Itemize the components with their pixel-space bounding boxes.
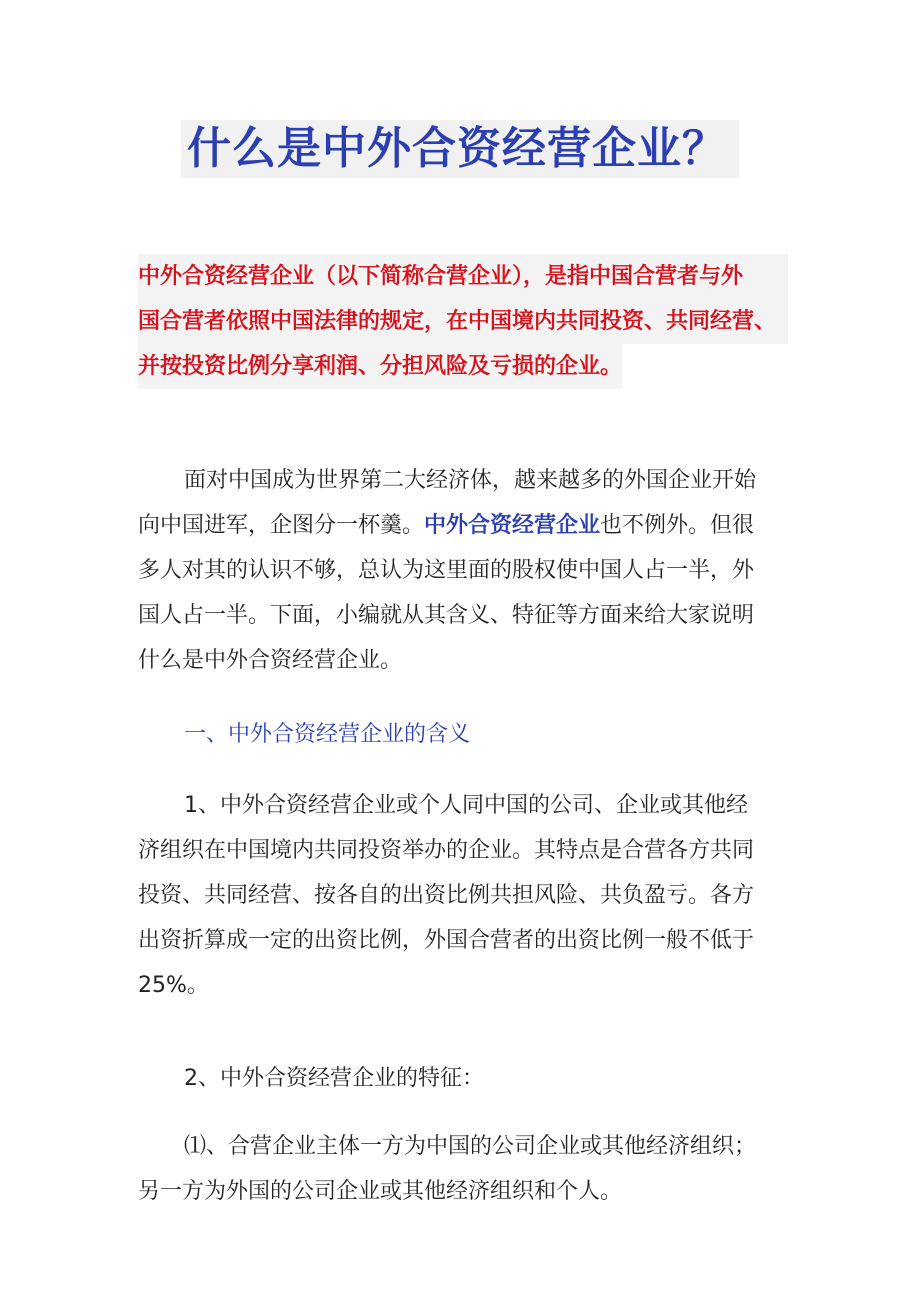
intro-line: 多人对其的认识不够，总认为这里面的股权使中国人占一半，外 bbox=[138, 558, 755, 583]
item1-paragraph bbox=[138, 783, 788, 1008]
intro-text: 也不例外。但很 bbox=[600, 513, 755, 538]
item1-line: 1、中外合资经营企业或个人同中国的公司、企业或其他经 bbox=[184, 793, 748, 818]
intro-line: 国人占一半。下面，小编就从其含义、特征等方面来给大家说明 bbox=[138, 603, 755, 628]
lead-line: 并按投资比例分享利润、分担风险及亏损的企业。 bbox=[138, 344, 622, 389]
item1-line: 25%。 bbox=[138, 973, 209, 998]
sub1-line: 另一方为外国的公司企业或其他经济组织和个人。 bbox=[138, 1179, 623, 1204]
item2-line: 2、中外合资经营企业的特征： bbox=[184, 1066, 484, 1091]
intro-line: 面对中国成为世界第二大经济体，越来越多的外国企业开始 bbox=[184, 468, 757, 493]
item1-line: 济组织在中国境内共同投资举办的企业。其特点是合营各方共同 bbox=[138, 838, 755, 863]
section-heading bbox=[138, 712, 788, 757]
sub1-paragraph bbox=[138, 1124, 788, 1214]
lead-paragraph bbox=[138, 254, 788, 389]
joint-venture-link[interactable]: 中外合资经营企业 bbox=[424, 513, 601, 538]
title-container bbox=[0, 120, 920, 178]
intro-paragraph bbox=[138, 458, 788, 683]
intro-text: 向中国进军，企图分一杯羹。 bbox=[138, 513, 425, 538]
lead-line: 中外合资经营企业（以下简称合营企业），是指中国合营者与外 bbox=[138, 254, 788, 299]
item1-line: 出资折算成一定的出资比例，外国合营者的出资比例一般不低于 bbox=[138, 928, 755, 953]
intro-line bbox=[138, 503, 788, 548]
lead-line: 国合营者依照中国法律的规定，在中国境内共同投资、共同经营、 bbox=[138, 299, 788, 344]
page-title: 什么是中外合资经营企业？ bbox=[181, 120, 739, 178]
section-heading-text: 一、中外合资经营企业的含义 bbox=[184, 722, 471, 747]
intro-line: 什么是中外合资经营企业。 bbox=[138, 648, 403, 673]
item2-paragraph bbox=[138, 1056, 788, 1101]
item1-line: 投资、共同经营、按各自的出资比例共担风险、共负盈亏。各方 bbox=[138, 883, 755, 908]
sub1-line: ⑴、合营企业主体一方为中国的公司企业或其他经济组织； bbox=[184, 1134, 757, 1159]
